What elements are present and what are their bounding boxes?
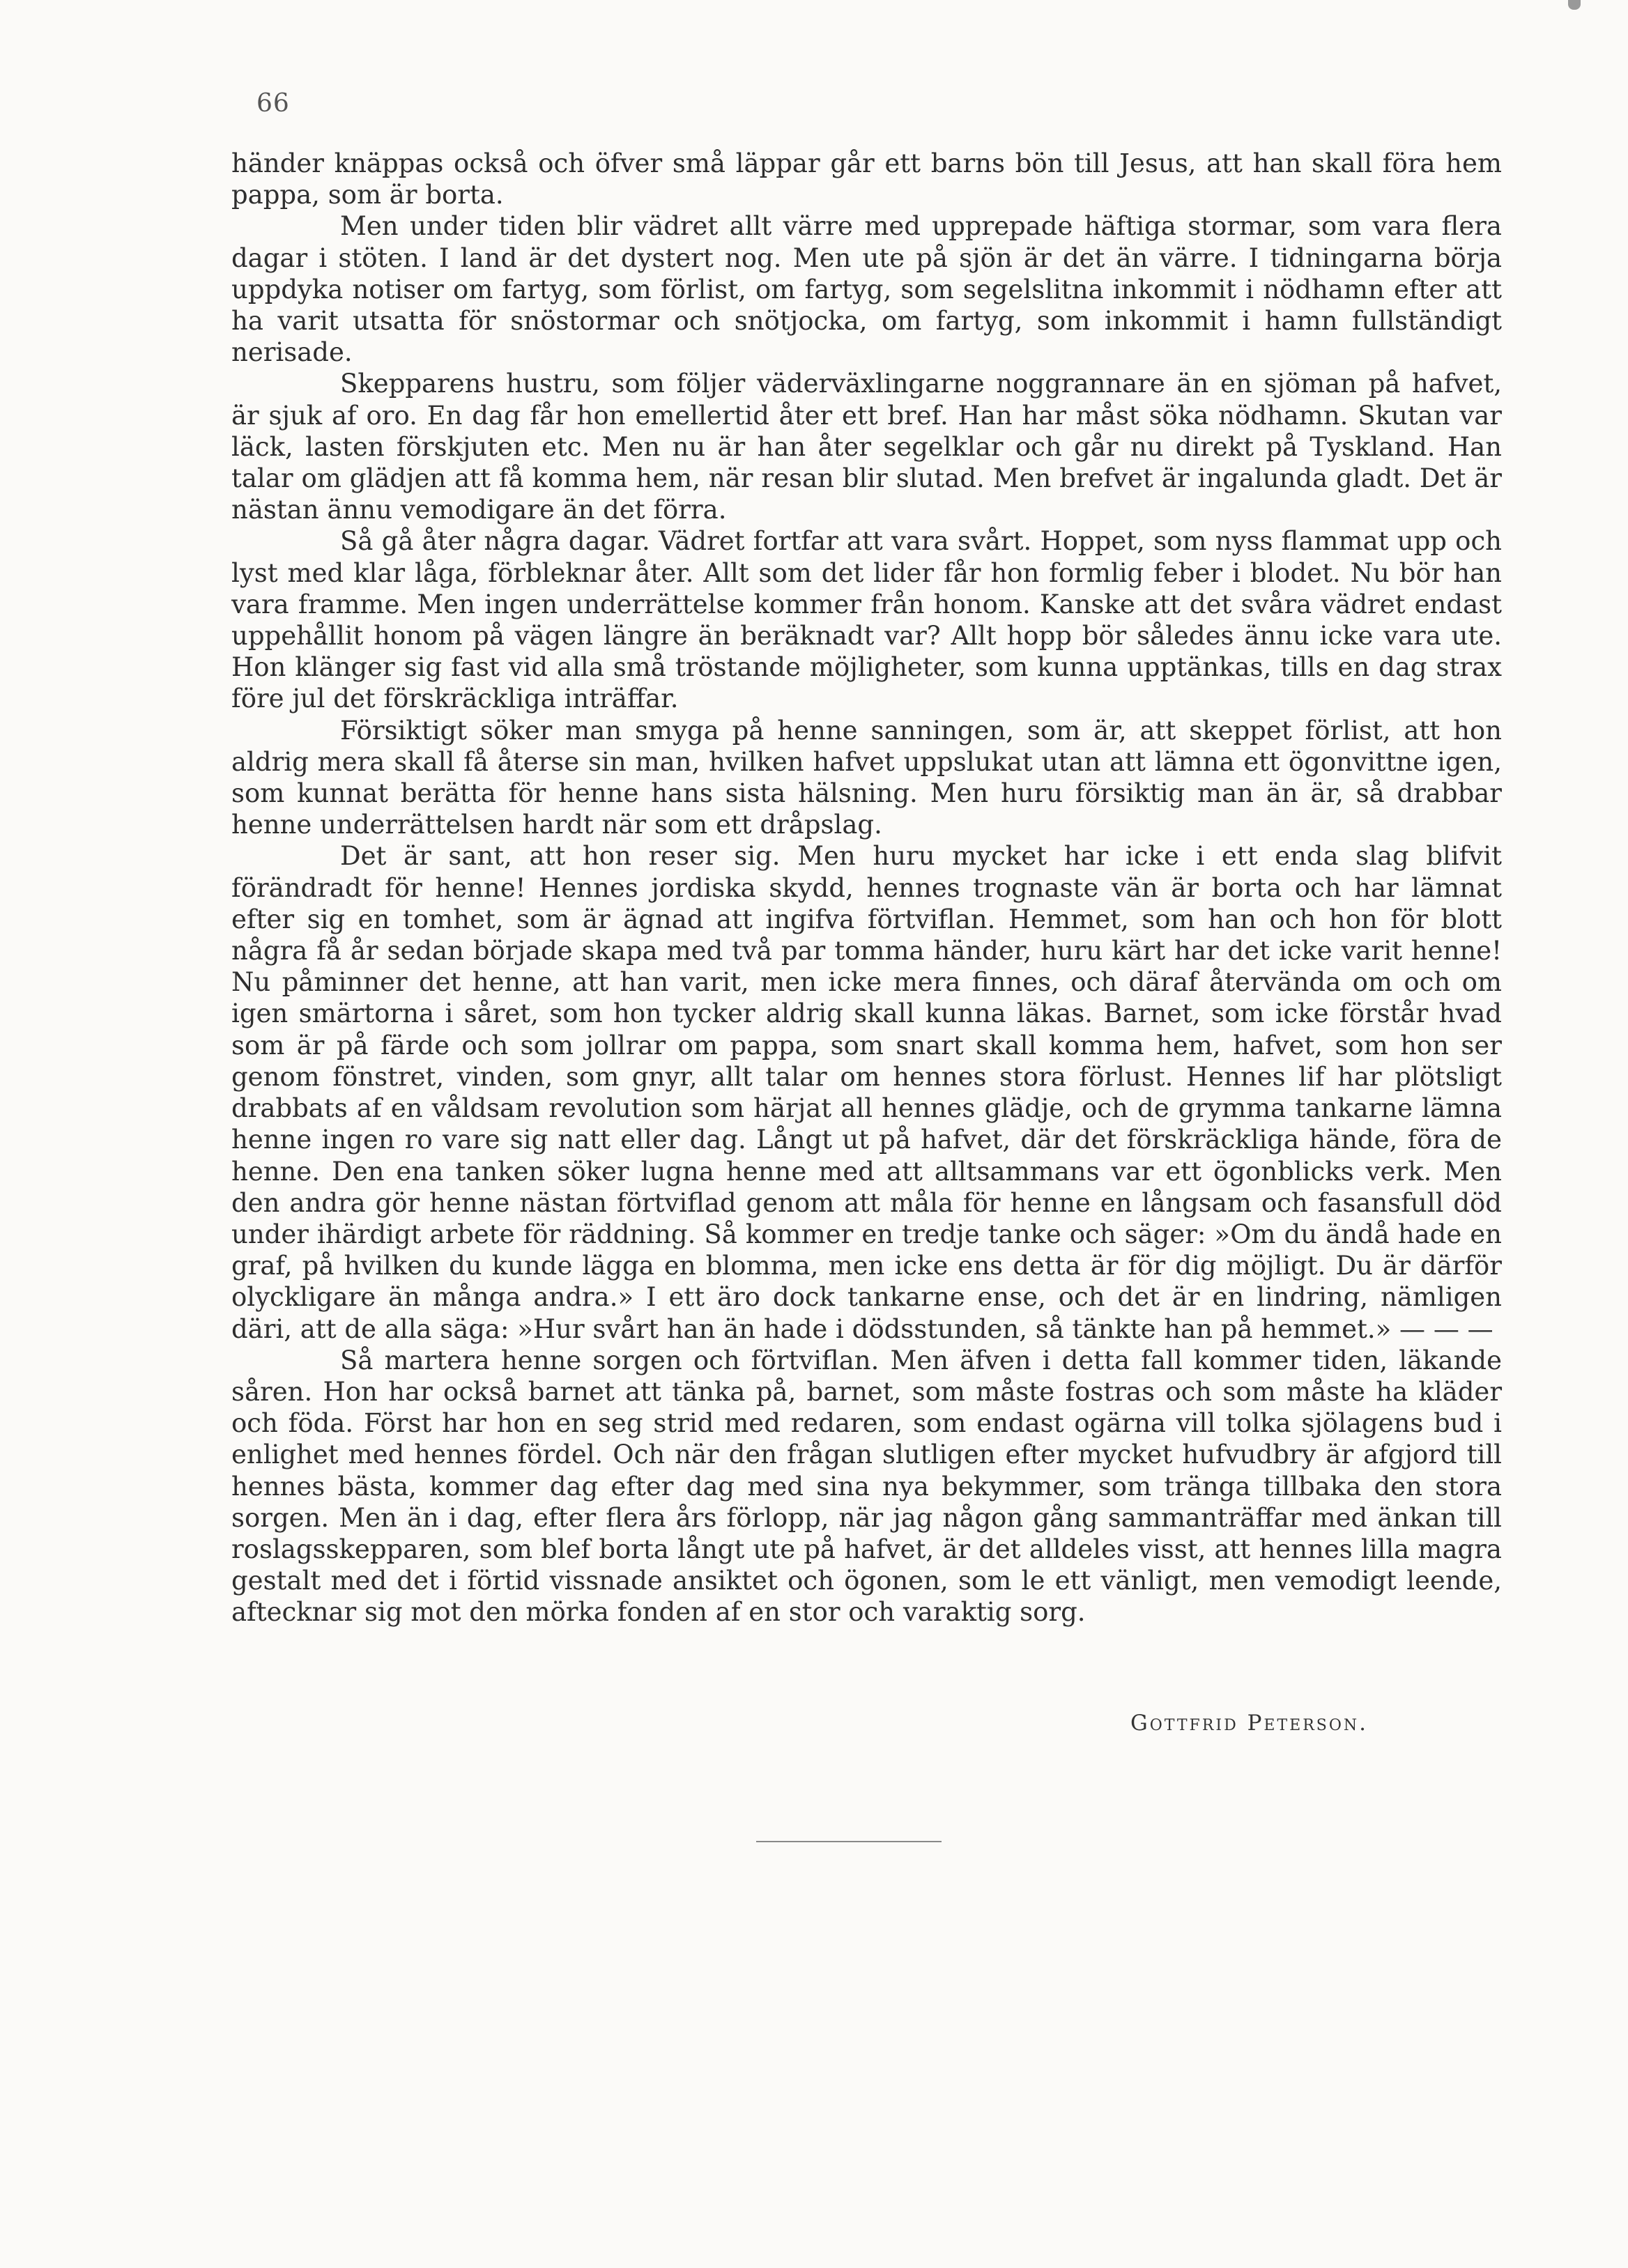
paragraph-6: Det är sant, att hon reser sig. Men huru mycket har icke i ett enda slag blifvit förändradt för henne! Hennes jordiska skydd, hennes trognaste vän är borta och har lämnat efter sig en tomhet, som är ägnad att ingifva förtviflan. Hemmet, som han och hon för blott några få år sedan började skapa med två par tomma händer, huru kärt har det icke varit henne! Nu påminner det henne, att han varit, men icke mera finnes, och däraf återvända om och om igen smärtorna i såret, som hon tycker aldrig skall kunna läkas. Barnet, som icke förstår hvad som är på färde och som jollrar om pappa, som snart skall komma hem, hafvet, som hon ser genom fönstret, vinden, som gnyr, allt talar om hennes stora förlust. Hennes lif har plötsligt drabbats af en våldsam revolution som härjat all hennes glädje, och de grymma tankarne lämna henne ingen ro vare sig natt eller dag. Långt ut på hafvet, där det förskräckliga hände, föra de henne. Den ena tanken söker lugna henne med att alltsammans var ett ögonblicks verk. Men den andra gör henne nästan förtviflad genom att måla för henne en långsam och fasansfull död under ihärdigt arbete för räddning. Så kommer en tredje tanke och säger: »Om du ändå hade en graf, på hvilken du kunde lägga en blomma, men icke ens detta är för dig möjligt. Du är därför olyckligare än många andra.» I ett äro dock tankarne ense, och det är en lindring, nämligen däri, att de alla säga: »Hur svårt han än hade i dödsstunden, så tänkte han på hemmet.» — — —: [231, 841, 1502, 1344]
paragraph-2: Men under tiden blir vädret allt värre med upprepade häftiga stormar, som vara flera dagar i stöten. I land är det dystert nog. Men ute på sjön är det än värre. I tidningarna börja uppdyka notiser om fartyg, som förlist, om fartyg, som segelslitna inkommit i nödhamn efter att ha varit utsatta för snöstormar och snötjocka, om fartyg, som inkommit i hamn fullständigt nerisade.: [231, 211, 1502, 368]
corner-mark: [1568, 0, 1581, 10]
paragraph-5: Försiktigt söker man smyga på henne sanningen, som är, att skeppet förlist, att hon aldrig mera skall få återse sin man, hvilken hafvet uppslukat utan att lämna ett ögonvittne igen, som kunnat berätta för henne hans sista hälsning. Men huru försiktig man än är, så drabbar henne underrättelsen hardt när som ett dråpslag.: [231, 715, 1502, 840]
paragraph-7: Så martera henne sorgen och förtviflan. Men äfven i detta fall kommer tiden, läkande såren. Hon har också barnet att tänka på, barnet, som måste fostras och som måste ha kläder och föda. Först har hon en seg strid med redaren, som endast ogärna vill tolka sjölagens bud i enlighet med hennes fördel. Och när den frågan slutligen efter mycket hufvudbry är afgjord till hennes bästa, kommer dag efter dag med sina nya bekymmer, som tränga tillbaka den stora sorgen. Men än i dag, efter flera års förlopp, när jag någon gång sammanträffar med änkan till roslagsskepparen, som blef borta långt ute på hafvet, är det alldeles visst, att hennes lilla magra gestalt med det i förtid vissnade ansiktet och ögonen, som le ett vänligt, men vemodigt leende, aftecknar sig mot den mörka fonden af en stor och varaktig sorg.: [231, 1345, 1502, 1628]
body-text: [231, 148, 1502, 1628]
paragraph-4: Så gå åter några dagar. Vädret fortfar att vara svårt. Hoppet, som nyss flammat upp och lyst med klar låga, förbleknar åter. Allt som det lider får hon formlig feber i blodet. Nu bör han vara framme. Men ingen underrättelse kommer från honom. Kanske att det svåra vädret endast uppehållit honom på vägen längre än beräknadt var? Allt hopp bör således ännu icke vara ute. Hon klänger sig fast vid alla små tröstande möjligheter, som kunna upptänkas, tills en dag strax före jul det förskräckliga inträffar.: [231, 526, 1502, 714]
author-signature: Gottfrid Peterson.: [1130, 1711, 1368, 1736]
paragraph-3: Skepparens hustru, som följer väderväxlingarne noggrannare än en sjöman på hafvet, är sjuk af oro. En dag får hon emellertid åter ett bref. Han har måst söka nödhamn. Skutan var läck, lasten förskjuten etc. Men nu är han åter segelklar och går nu direkt på Tyskland. Han talar om glädjen att få komma hem, när resan blir slutad. Men brefvet är ingalunda gladt. Det är nästan ännu vemodigare än det förra.: [231, 369, 1502, 525]
end-rule: [756, 1841, 942, 1842]
page-number: 66: [256, 89, 290, 118]
paragraph-1: händer knäppas också och öfver små läppar går ett barns bön till Jesus, att han skall föra hem pappa, som är borta.: [231, 148, 1502, 210]
